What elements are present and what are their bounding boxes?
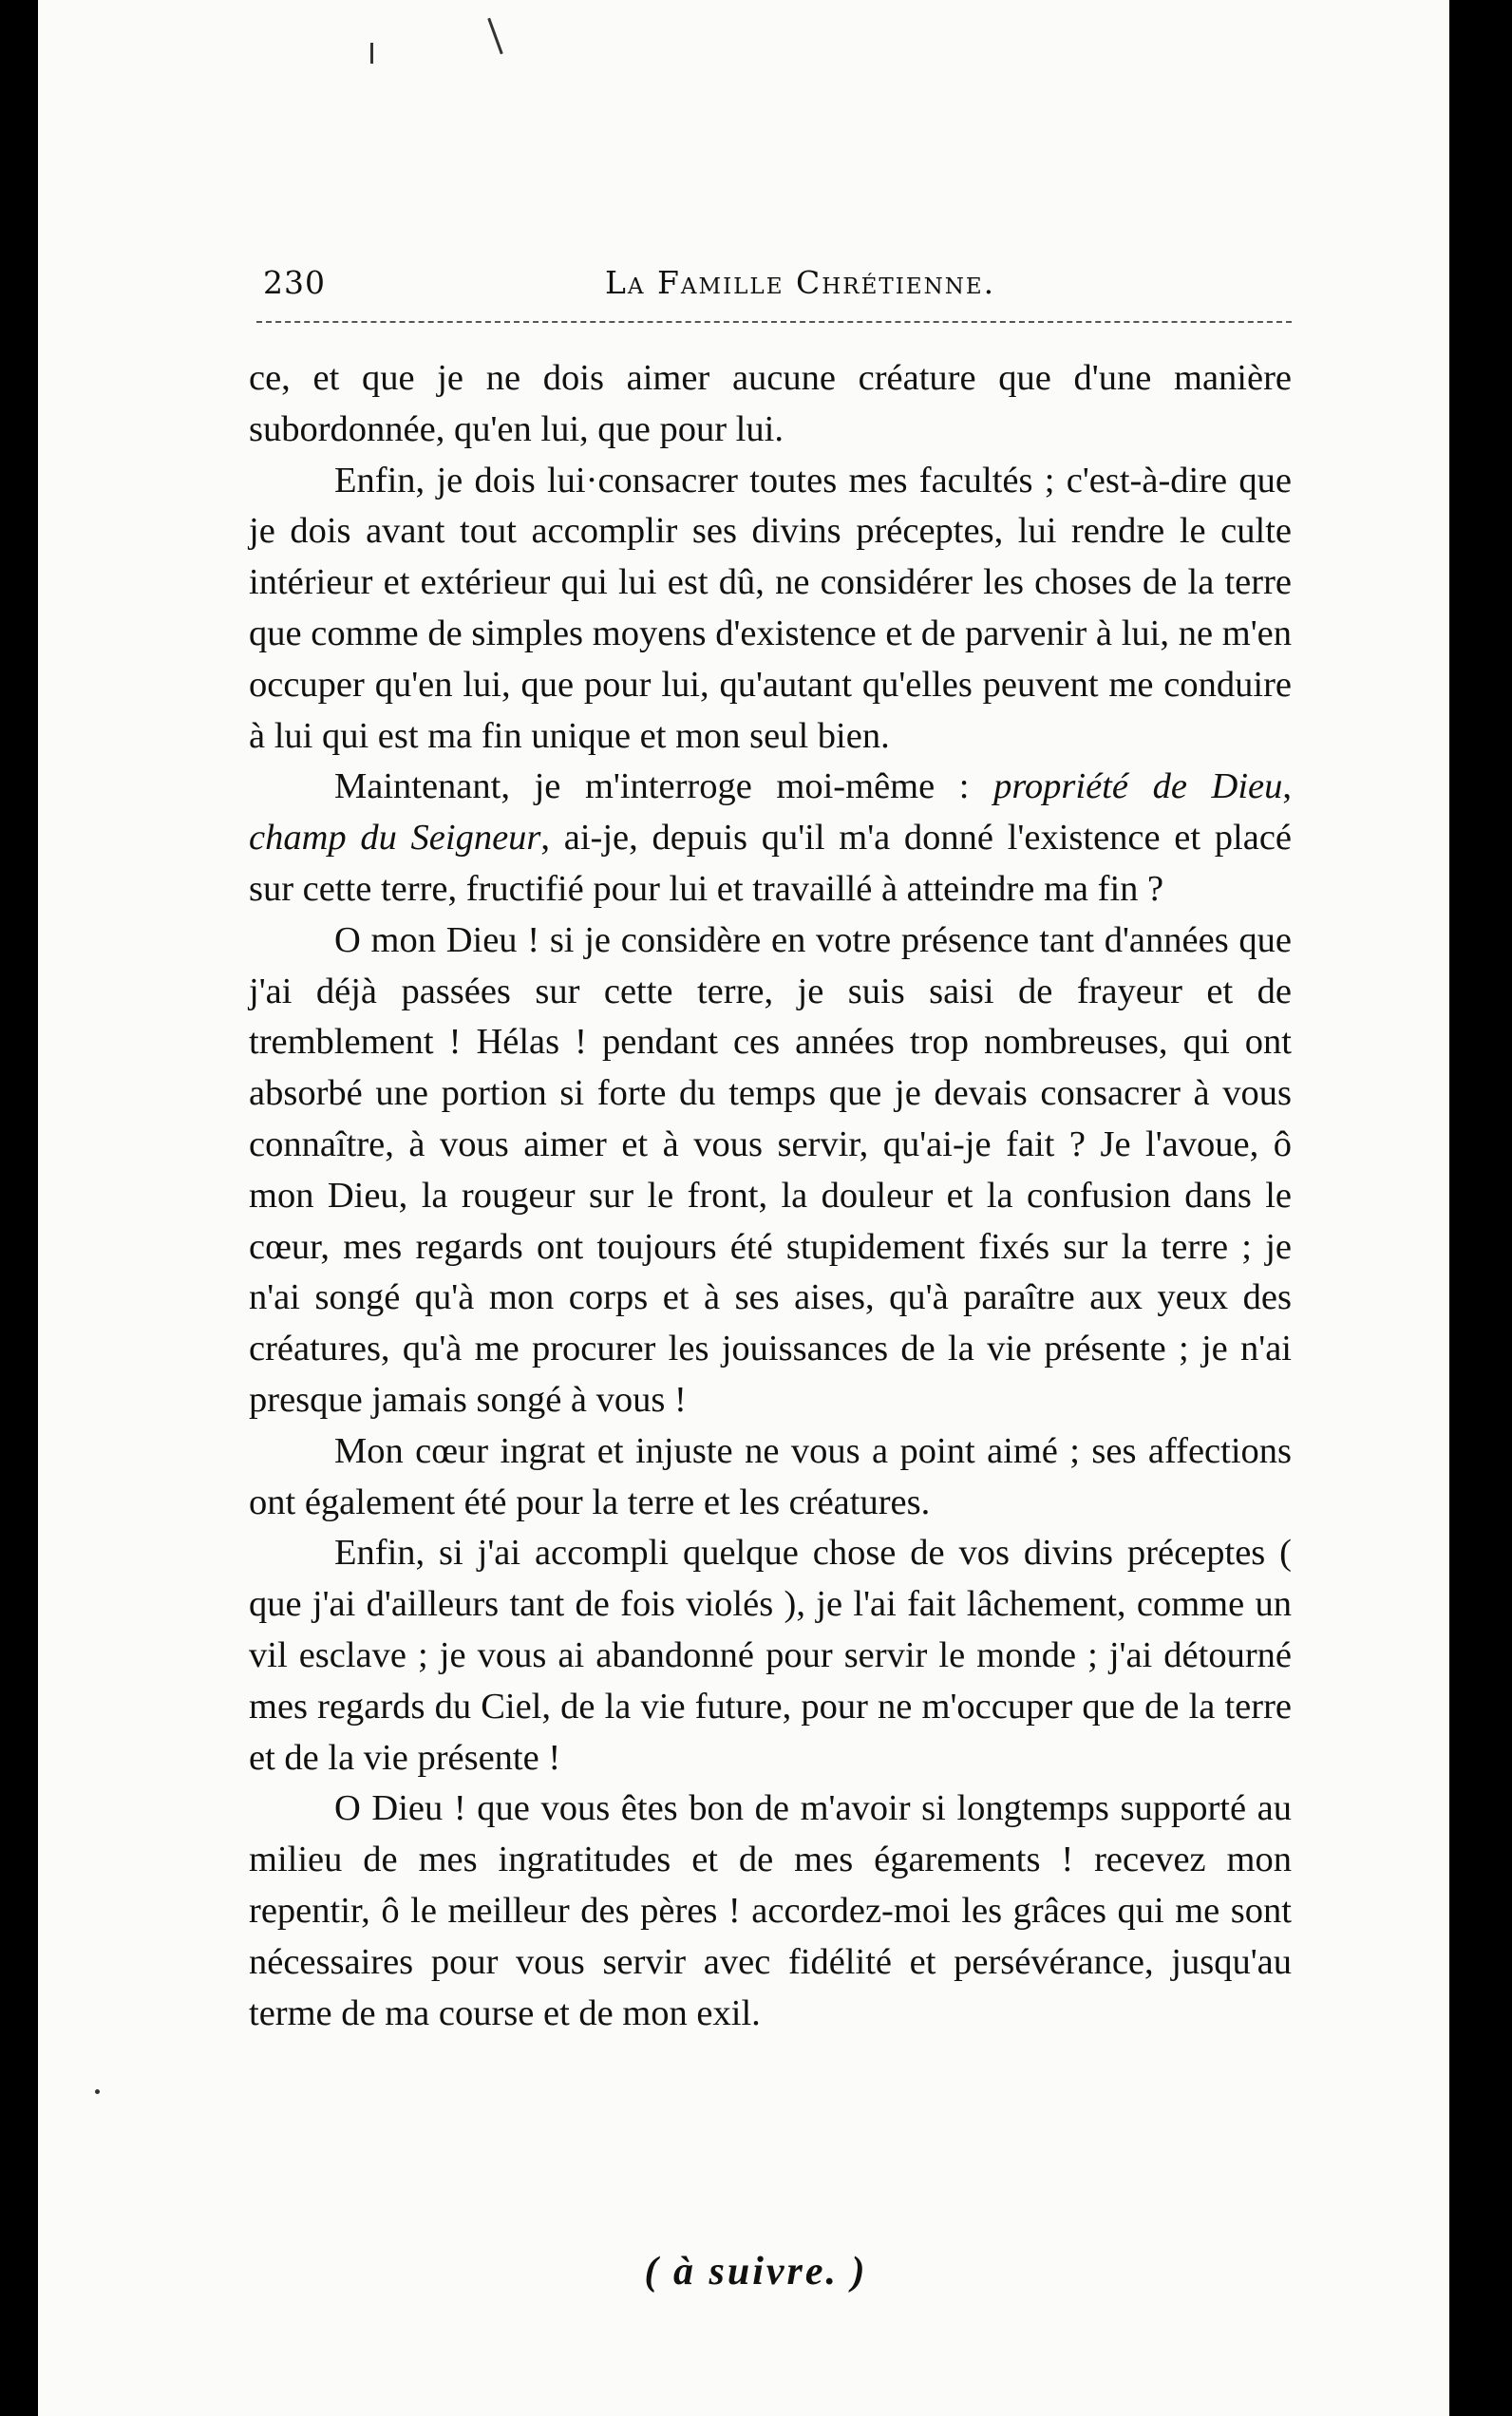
paragraph-text: , [1282, 766, 1292, 807]
scan-speck [487, 18, 502, 55]
scan-speck [370, 43, 373, 64]
header-rule [256, 321, 1292, 323]
italic-phrase: champ du Seigneur [249, 818, 541, 859]
paragraph-text: , ai-je, depuis qu'il m'a donné l'existence et placé sur cette terre, fructifié pour lui et travaillé à atteindre ma fin ? [249, 818, 1293, 909]
paragraph: Mon cœur ingrat et injuste ne vous a point aimé ; ses affections ont également été pour la terre et les créatures. [249, 1430, 1292, 1522]
paragraph-text: Maintenant, je m'interroge moi-même : [334, 766, 994, 807]
running-title: La Famille Chrétienne. [605, 264, 996, 301]
body-text [249, 353, 1292, 2039]
paragraph: Enfin, je dois lui·consacrer toutes mes facultés ; c'est-à-dire que je dois avant tout accomplir ses divins préceptes, lui rendre le culte intérieur et extérieur qui lui est dû, ne considérer les choses de la terre que comme de simples moyens d'existence et de parvenir à lui, ne m'en occuper qu'en lui, que pour lui, qu'autant qu'elles peuvent me conduire à lui qui est ma fin unique et mon seul bien. [249, 460, 1292, 756]
paragraph: Enfin, si j'ai accompli quelque chose de vos divins préceptes ( que j'ai d'ailleurs tant de fois violés ), je l'ai fait lâchement, comme un vil esclave ; je vous ai abandonné pour servir le monde ; j'ai détourné mes regards du Ciel, de la vie future, pour ne m'occuper que de la terre et de la vie présente ! [249, 1533, 1292, 1778]
paragraph [249, 762, 1292, 915]
scan-speck [95, 2089, 100, 2094]
paragraph: O mon Dieu ! si je considère en votre présence tant d'années que j'ai déjà passées sur cette terre, je suis saisi de frayeur et de tremblement ! Hélas ! pendant ces années trop nombreuses, qui ont absorbé une portion si forte du temps que je devais consacrer à vous connaître, à vous aimer et à vous servir, qu'ai-je fait ? Je l'avoue, ô mon Dieu, la rougeur sur le front, la douleur et la confusion dans le cœur, mes regards ont toujours été stupidement fixés sur la terre ; je n'ai songé qu'à mon corps et à ses aises, qu'à paraître aux yeux des créatures, qu'à me procurer les jouissances de la vie présente ; je n'ai presque jamais songé à vous ! [249, 919, 1292, 1420]
page-header [263, 264, 1287, 311]
continuation-note: ( à suivre. ) [644, 2250, 868, 2293]
page-number: 230 [263, 264, 326, 301]
italic-phrase: propriété de Dieu [993, 766, 1283, 807]
paragraph: ce, et que je ne dois aimer aucune créature que d'une manière subordonnée, qu'en lui, que pour lui. [249, 358, 1292, 449]
paragraph: O Dieu ! que vous êtes bon de m'avoir si longtemps supporté au milieu de mes ingratitudes et de mes égarements ! recevez mon repentir, ô le meilleur des pères ! accordez-moi les grâces qui me sont nécessaires pour vous servir avec fidélité et persévérance, jusqu'au terme de ma course et de mon exil. [249, 1788, 1292, 2033]
